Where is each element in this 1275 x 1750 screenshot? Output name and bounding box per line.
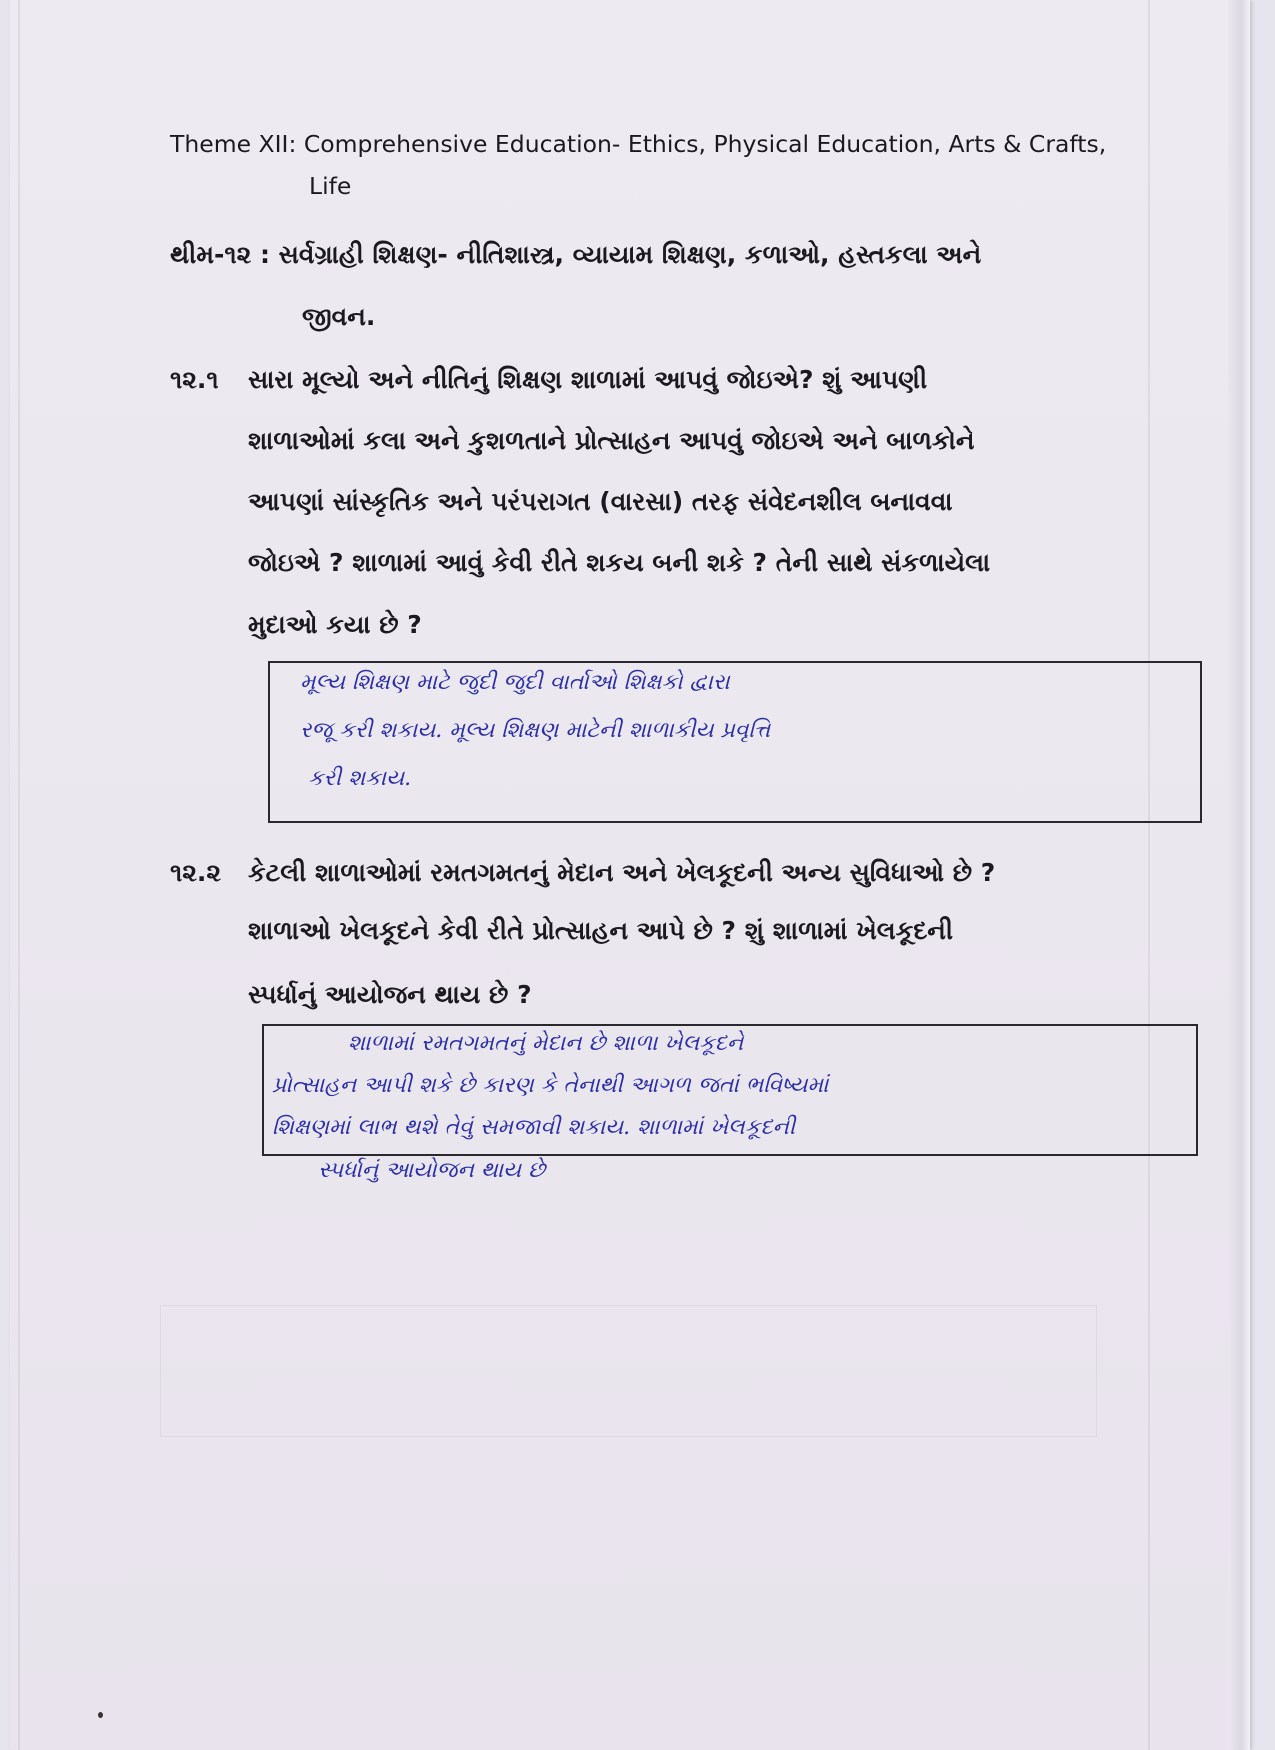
handwritten-answer-line: રજૂ કરી શકાય. મૂલ્ય શિક્ષણ માટેની શાળાકીય પ્રવૃત્તિ (300, 718, 771, 743)
handwritten-answer-line: સ્પર્ધાનું આયોજન થાય છે (318, 1158, 546, 1183)
question-number: ૧૨.૨ (170, 858, 222, 887)
stacked-page-edge (1148, 0, 1150, 1750)
handwritten-answer-line: શાળામાં રમતગમતનું મેદાન છે શાળા ખેલકૂદને (348, 1031, 744, 1056)
question-line: શાળાઓ ખેલકૂદને કેવી રીતે પ્રોત્સાહન આપે છે ? શું શાળામાં ખેલકૂદની (248, 916, 954, 945)
question-line: આપણાં સાંસ્કૃતિક અને પરંપરાગત (વારસા) તરફ સંવેદનશીલ બનાવવા (248, 487, 953, 516)
handwritten-answer-line: મૂલ્ય શિક્ષણ માટે જુદી જુદી વાર્તાઓ શિક્ષકો દ્વારા (300, 670, 730, 695)
theme-title-gujarati-continued: જીવન. (302, 302, 376, 331)
theme-title-english: Theme XII: Comprehensive Education- Ethics, Physical Education, Arts & Crafts, (170, 130, 1107, 158)
question-number: ૧૨.૧ (170, 365, 219, 394)
page-edge-shadow (1228, 0, 1250, 1750)
handwritten-answer-line: શિક્ષણમાં લાભ થશે તેવું સમજાવી શકાય. શાળામાં ખેલકૂદની (272, 1115, 796, 1140)
question-line: શાળાઓમાં કલા અને કુશળતાને પ્રોત્સાહન આપવું જોઇએ અને બાળકોને (248, 426, 975, 455)
question-line: જોઇએ ? શાળામાં આવું કેવી રીતે શકય બની શકે ? તેની સાથે સંકળાયેલા (248, 548, 991, 577)
theme-title-english-continued: Life (309, 172, 352, 200)
question-line: સ્પર્ધાનું આયોજન થાય છે ? (248, 980, 532, 1009)
question-line: મુદાઓ કયા છે ? (248, 610, 422, 639)
paper-speck (98, 1712, 103, 1718)
stacked-page-edge (18, 0, 20, 1750)
theme-title-gujarati: થીમ-૧૨ : સર્વગ્રાહી શિક્ષણ- નીતિશાસ્ત્ર, વ્યાયામ શિક્ષણ, કળાઓ, હસ્તકલા અને (170, 240, 982, 269)
handwritten-answer-line: કરી શકાય. (308, 766, 412, 791)
question-line: કેટલી શાળાઓમાં રમતગમતનું મેદાન અને ખેલકૂદની અન્ય સુવિધાઓ છે ? (248, 858, 996, 887)
handwritten-answer-line: પ્રોત્સાહન આપી શકે છે કારણ કે તેનાથી આગળ જતાં ભવિષ્યમાં (272, 1073, 829, 1098)
question-line: સારા મૂલ્યો અને નીતિનું શિક્ષણ શાળામાં આપવું જોઇએ? શું આપણી (248, 365, 928, 394)
bleed-through-box (160, 1305, 1097, 1437)
